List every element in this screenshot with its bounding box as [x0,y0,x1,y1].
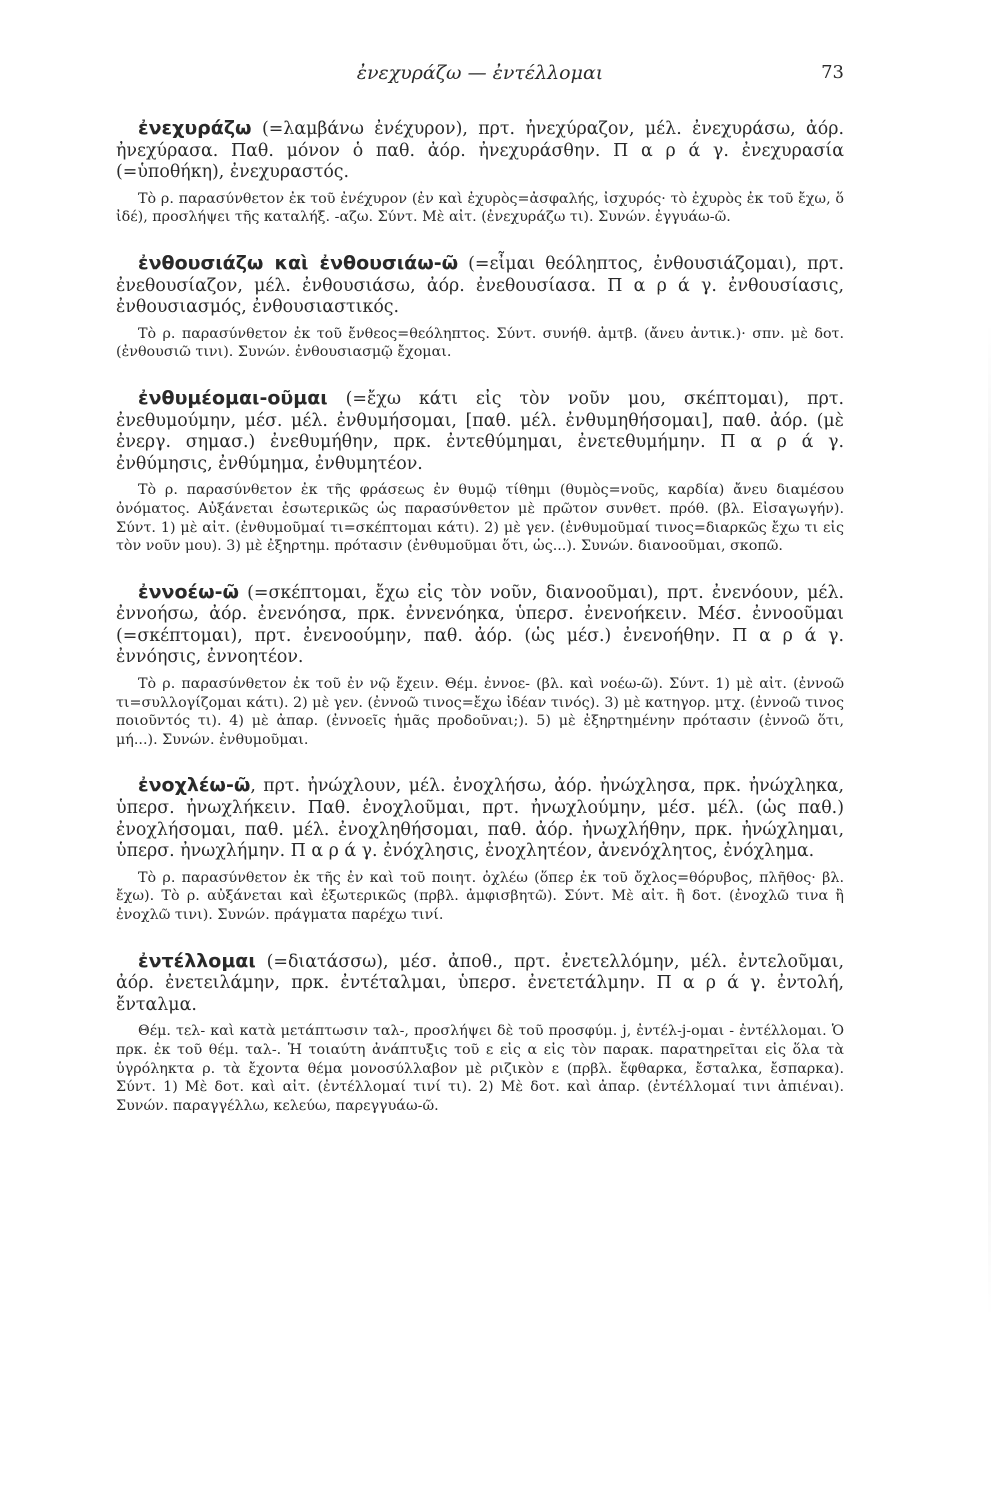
entry-note-text: Τὸ ρ. παρασύνθετον ἐκ τοῦ ἔνθεος=θεόληπτος. Σύντ. συνήθ. ἀμτβ. (ἄνευ ἀντικ.)· σπν. μὲ δοτ. (ἐνθουσιῶ τινι). Συνών. ἐνθουσιασμῷ ἔχομαι. [116,325,844,361]
entry-note-text: Τὸ ρ. παρασύνθετον ἐκ τοῦ ἐνέχυρον (ἐν καὶ ἐχυρὸς=ἀσφαλής, ἰσχυρός· τὸ ἐχυρὸς ἐκ τοῦ ἔχω, ὅ ἰδέ), προσλήψει τῆς καταλήξ. -αζω. Σύντ. Μὲ αἰτ. (ἐνεχυράζω τι). Συνών. ἐγγυάω-ῶ. [116,190,844,226]
entry-definition: , πρτ. ἠνώχλουν, μέλ. ἐνοχλήσω, ἀόρ. ἠνώχλησα, πρκ. ἠνώχληκα, ὑπερσ. ἠνωχλήκειν. Παθ. ἐνοχλοῦμαι, πρτ. ἠνωχλούμην, μέσ. μέλ. (ὡς παθ.) ἐνοχλήσομαι, παθ. μέλ. ἐνοχληθήσομαι, παθ. ἀόρ. ἠνωχλήθην, πρκ. ἠνώχλημαι, ὑπερσ. ἠνωχλήμην. Π α ρ ά γ. ἐνόχλησις, ἐνοχλητέον, ἀνενόχλητος, ἐνόχλημα. [116,776,844,862]
entry-definition-paragraph [116,118,844,184]
entry-headword: ἐνεχυράζω [138,117,252,139]
entry-definition: (=ἔχω κάτι εἰς τὸν νοῦν μου, σκέπτομαι), πρτ. ἐνεθυμούμην, μέσ. μέλ. ἐνθυμήσομαι, [παθ. μέλ. ἐνθυμηθήσομαι], παθ. ἀόρ. (μὲ ἐνεργ. σημασ.) ἐνεθυμήθην, πρκ. ἐντεθύμημαι, ἐνετεθυμήμην. Π α ρ ά γ. ἐνθύμησις, ἐνθύμημα, ἐνθυμητέον. [116,388,844,474]
entry-definition-paragraph [116,582,844,669]
entry-etymology-note [116,190,844,227]
entry-note-text: Θέμ. τελ- καὶ κατὰ μετάπτωσιν ταλ-, προσλήψει δὲ τοῦ προσφύμ. j, ἐντέλ-j-ομαι - ἐντέλλομαι. Ὁ πρκ. ἐκ τοῦ θέμ. ταλ-. Ἡ τοιαύτη ἀνάπτυξις τοῦ ε εἰς α εἰς τὸν παρακ. παρατηρεῖται εἰς ὅλα τὰ ὑγρόληκτα ρ. τὰ ἔχοντα θέμα μονοσύλλαβον μὲ ριζικὸν ε (πρβλ. ἔφθαρκα, ἔσταλκα, ἔσπαρκα). Σύντ. 1) Μὲ δοτ. καὶ αἰτ. (ἐντέλλομαί τινί τι). 2) Μὲ δοτ. καὶ ἀπαρ. (ἐντέλλομαί τινι ἀπιέναι). Συνών. παραγγέλλω, κελεύω, παρεγγυάω-ῶ. [116,1023,844,1114]
entry-note-text: Τὸ ρ. παρασύνθετον ἐκ τῆς ἐν καὶ τοῦ ποιητ. ὀχλέω (ὅπερ ἐκ τοῦ ὄχλος=θόρυβος, πλῆθος· βλ. ἔχω). Τὸ ρ. αὐξάνεται καὶ ἐξωτερικῶς (πρβλ. ἀμφισβητῶ). Σύντ. Μὲ αἰτ. ἢ δοτ. (ἐνοχλῶ τινα ἢ ἐνοχλῶ τινι). Συνών. πράγματα παρέχω τινί. [116,869,844,923]
dictionary-entry [116,951,844,1116]
dictionary-entry [116,253,844,362]
entries-column [116,118,844,1141]
dictionary-entry [116,775,844,924]
entry-headword: ἐνθυμέομαι-οῦμαι [138,386,328,409]
entry-definition: (=λαμβάνω ἐνέχυρον), πρτ. ἠνεχύραζον, μέλ. ἐνεχυράσω, ἀόρ. ἠνεχύρασα. Παθ. μόνον ὁ παθ. ἀόρ. ἠνεχυράσθην. Π α ρ ά γ. ἐνεχυρασία (=ὑποθήκη), ἐνεχυραστός. [116,119,844,183]
entry-etymology-note [116,1022,844,1115]
dictionary-entry [116,118,844,227]
entry-headword: ἐνθουσιάζω καὶ ἐνθουσιάω-ῶ [138,251,459,274]
dictionary-entry [116,388,844,556]
entry-etymology-note [116,325,844,362]
dictionary-entry [116,582,844,750]
entry-headword: ἐννοέω-ῶ [138,580,240,603]
entry-definition-paragraph [116,388,844,475]
entry-headword: ἐνοχλέω-ῶ [138,774,251,797]
page-number: 73 [821,62,844,83]
entry-definition: (=σκέπτομαι, ἔχω εἰς τὸν νοῦν, διανοοῦμαι), πρτ. ἐνενόουν, μέλ. ἐννοήσω, ἀόρ. ἐνενόησα, πρκ. ἐννενόηκα, ὑπερσ. ἐνενοήκειν. Μέσ. ἐννοοῦμαι (=σκέπτομαι), πρτ. ἐνενοούμην, παθ. ἀόρ. (ὡς μέσ.) ἐνενοήθην. Π α ρ ά γ. ἐννόησις, ἐννοητέον. [116,582,844,668]
entry-etymology-note [116,675,844,749]
entry-etymology-note [116,869,844,925]
page-edge-shadow [988,320,991,1320]
entry-definition-paragraph [116,951,844,1017]
entry-definition: (=διατάσσω), μέσ. ἀποθ., πρτ. ἐνετελλόμην, μέλ. ἐντελοῦμαι, ἀόρ. ἐνετειλάμην, πρκ. ἐντέταλμαι, ὑπερσ. ἐνετετάλμην. Π α ρ ά γ. ἐντολή, ἔνταλμα. [116,951,844,1015]
running-head: ἐνεχυράζω — ἐντέλλομαι [356,62,604,84]
entry-headword: ἐντέλλομαι [138,949,256,972]
entry-note-text: Τὸ ρ. παρασύνθετον ἐκ τῆς φράσεως ἐν θυμῷ τίθημι (θυμὸς=νοῦς, καρδία) ἄνευ διαμέσου ὀνόματος. Αὐξάνεται ἐσωτερικῶς ὡς παρασύνθετον μὲ πρῶτον συνθετ. πρόθ. (βλ. Εἰσαγωγήν). Σύντ. 1) μὲ αἰτ. (ἐνθυμοῦμαί τι=σκέπτομαι κάτι). 2) μὲ γεν. (ἐνθυμοῦμαί τινος=διαρκῶς ἔχω τι εἰς τὸν νοῦν μου). 3) μὲ ἐξηρτημ. πρότασιν (ἐνθυμοῦμαι ὅτι, ὡς...). Συνών. διανοοῦμαι, σκοπῶ. [116,482,844,555]
entry-definition-paragraph [116,253,844,319]
entry-definition: (=εἶμαι θεόληπτος, ἐνθουσιάζομαι), πρτ. ἐνεθουσίαζον, μέλ. ἐνθουσιάσω, ἀόρ. ἐνεθουσίασα. Π α ρ ά γ. ἐνθουσίασις, ἐνθουσιασμός, ἐνθουσιαστικός. [116,253,844,318]
entry-definition-paragraph [116,775,844,862]
entry-note-text: Τὸ ρ. παρασύνθετον ἐκ τοῦ ἐν νῷ ἔχειν. Θέμ. ἐννοε- (βλ. καὶ νοέω-ῶ). Σύντ. 1) μὲ αἰτ. (ἐννοῶ τι=συλλογίζομαι κάτι). 2) μὲ γεν. (ἐννοῶ τινος=ἔχω ἰδέαν τινός). 3) μὲ κατηγορ. μτχ. (ἐννοῶ τινος ποιοῦντός τι). 4) μὲ ἀπαρ. (ἐννοεῖς ἡμᾶς προδοῦναι;). 5) μὲ ἐξηρτημένην πρότασιν (ἐννοῶ ὅτι, μή...). Συνών. ἐνθυμοῦμαι. [116,676,844,748]
entry-etymology-note [116,481,844,555]
page-header [116,58,844,88]
